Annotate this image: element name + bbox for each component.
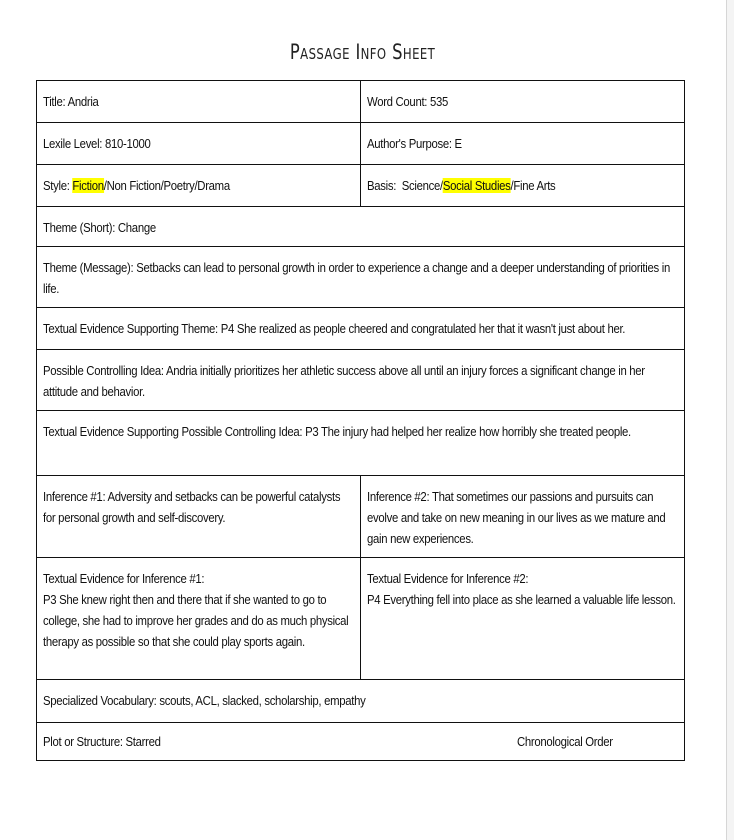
- page-title: Passage Info Sheet: [289, 40, 436, 64]
- authors-purpose-cell[interactable]: [361, 123, 685, 165]
- evidence-theme-value: P4 She realized as people cheered and congratulated her that it wasn't just about her.: [220, 321, 626, 336]
- plot-label: Plot or Structure:: [43, 734, 123, 749]
- evidence-controlling-idea-label: Textual Evidence Supporting Possible Controlling Idea:: [43, 424, 303, 439]
- controlling-idea-value: Andria initially prioritizes her athletic success above all until an injury forces a significant change in her attitude and behavior.: [43, 363, 645, 399]
- basis-selected-highlight: Social Studies: [442, 178, 511, 193]
- title-cell[interactable]: [37, 81, 361, 123]
- theme-message-value: Setbacks can lead to personal growth in order to experience a change and a deeper understanding of priorities in life.: [43, 260, 670, 296]
- table-row: [37, 207, 685, 247]
- theme-message-label: Theme (Message):: [43, 260, 134, 275]
- table-row: [37, 308, 685, 350]
- word-count-cell[interactable]: [361, 81, 685, 123]
- inference2-label: Inference #2:: [367, 489, 430, 504]
- lexile-value: 810-1000: [105, 136, 151, 151]
- basis-cell[interactable]: [361, 165, 685, 207]
- basis-label: Basis:: [367, 178, 397, 193]
- inference2-value: That sometimes our passions and pursuits can evolve and take on new meaning in our lives as we mature and gain new experiences.: [367, 489, 666, 546]
- plot-value: Starred: [125, 734, 161, 749]
- controlling-idea-cell[interactable]: [37, 350, 685, 411]
- vocabulary-label: Specialized Vocabulary:: [43, 693, 157, 708]
- evidence-inference2-cell[interactable]: [361, 558, 685, 680]
- word-count-label: Word Count:: [367, 94, 428, 109]
- table-row: [37, 558, 685, 680]
- structure-value: Chronological Order: [517, 734, 613, 749]
- theme-short-cell[interactable]: [37, 207, 685, 247]
- style-label: Style:: [43, 178, 70, 193]
- table-row: [37, 680, 685, 723]
- table-row: [37, 723, 685, 761]
- passage-info-table: [36, 80, 685, 761]
- evidence-controlling-idea-cell[interactable]: [37, 411, 685, 476]
- table-row: [37, 247, 685, 308]
- style-cell[interactable]: [37, 165, 361, 207]
- inference1-cell[interactable]: [37, 476, 361, 558]
- vocabulary-cell[interactable]: [37, 680, 685, 723]
- inference1-label: Inference #1:: [43, 489, 106, 504]
- evidence-controlling-idea-value: P3 The injury had helped her realize how horribly she treated people.: [305, 424, 631, 439]
- table-row: [37, 81, 685, 123]
- title-value: Andria: [67, 94, 99, 109]
- lexile-label: Lexile Level:: [43, 136, 103, 151]
- evidence-theme-label: Textual Evidence Supporting Theme:: [43, 321, 218, 336]
- theme-short-value: Change: [117, 220, 156, 235]
- theme-message-cell[interactable]: [37, 247, 685, 308]
- evidence-theme-cell[interactable]: [37, 308, 685, 350]
- vertical-scrollbar[interactable]: [726, 0, 734, 840]
- table-row: [37, 476, 685, 558]
- word-count-value: 535: [430, 94, 449, 109]
- theme-short-label: Theme (Short):: [43, 220, 116, 235]
- style-selected-highlight: Fiction: [72, 178, 104, 193]
- table-row: [37, 123, 685, 165]
- table-row: [37, 165, 685, 207]
- lexile-cell[interactable]: [37, 123, 361, 165]
- evidence-inference2-value: P4 Everything fell into place as she learned a valuable life lesson.: [367, 592, 676, 607]
- vocabulary-value: scouts, ACL, slacked, scholarship, empathy: [159, 693, 366, 708]
- authors-purpose-value: E: [454, 136, 462, 151]
- evidence-inference1-label: Textual Evidence for Inference #1:: [43, 571, 205, 586]
- evidence-inference1-cell[interactable]: [37, 558, 361, 680]
- table-row: [37, 350, 685, 411]
- inference1-value: Adversity and setbacks can be powerful catalysts for personal growth and self-discovery.: [43, 489, 341, 525]
- authors-purpose-label: Author's Purpose:: [367, 136, 452, 151]
- style-other-options: /Non Fiction/Poetry/Drama: [103, 178, 230, 193]
- controlling-idea-label: Possible Controlling Idea:: [43, 363, 164, 378]
- evidence-inference1-value: P3 She knew right then and there that if she wanted to go to college, she had to improve her grades and do as much physical therapy as possible so that she could play sports again.: [43, 592, 349, 649]
- basis-post-options: /Fine Arts: [510, 178, 556, 193]
- plot-structure-cell[interactable]: [37, 723, 685, 761]
- title-label: Title:: [43, 94, 66, 109]
- basis-pre-options: Science/: [401, 178, 443, 193]
- table-row: [37, 411, 685, 476]
- evidence-inference2-label: Textual Evidence for Inference #2:: [367, 571, 529, 586]
- inference2-cell[interactable]: [361, 476, 685, 558]
